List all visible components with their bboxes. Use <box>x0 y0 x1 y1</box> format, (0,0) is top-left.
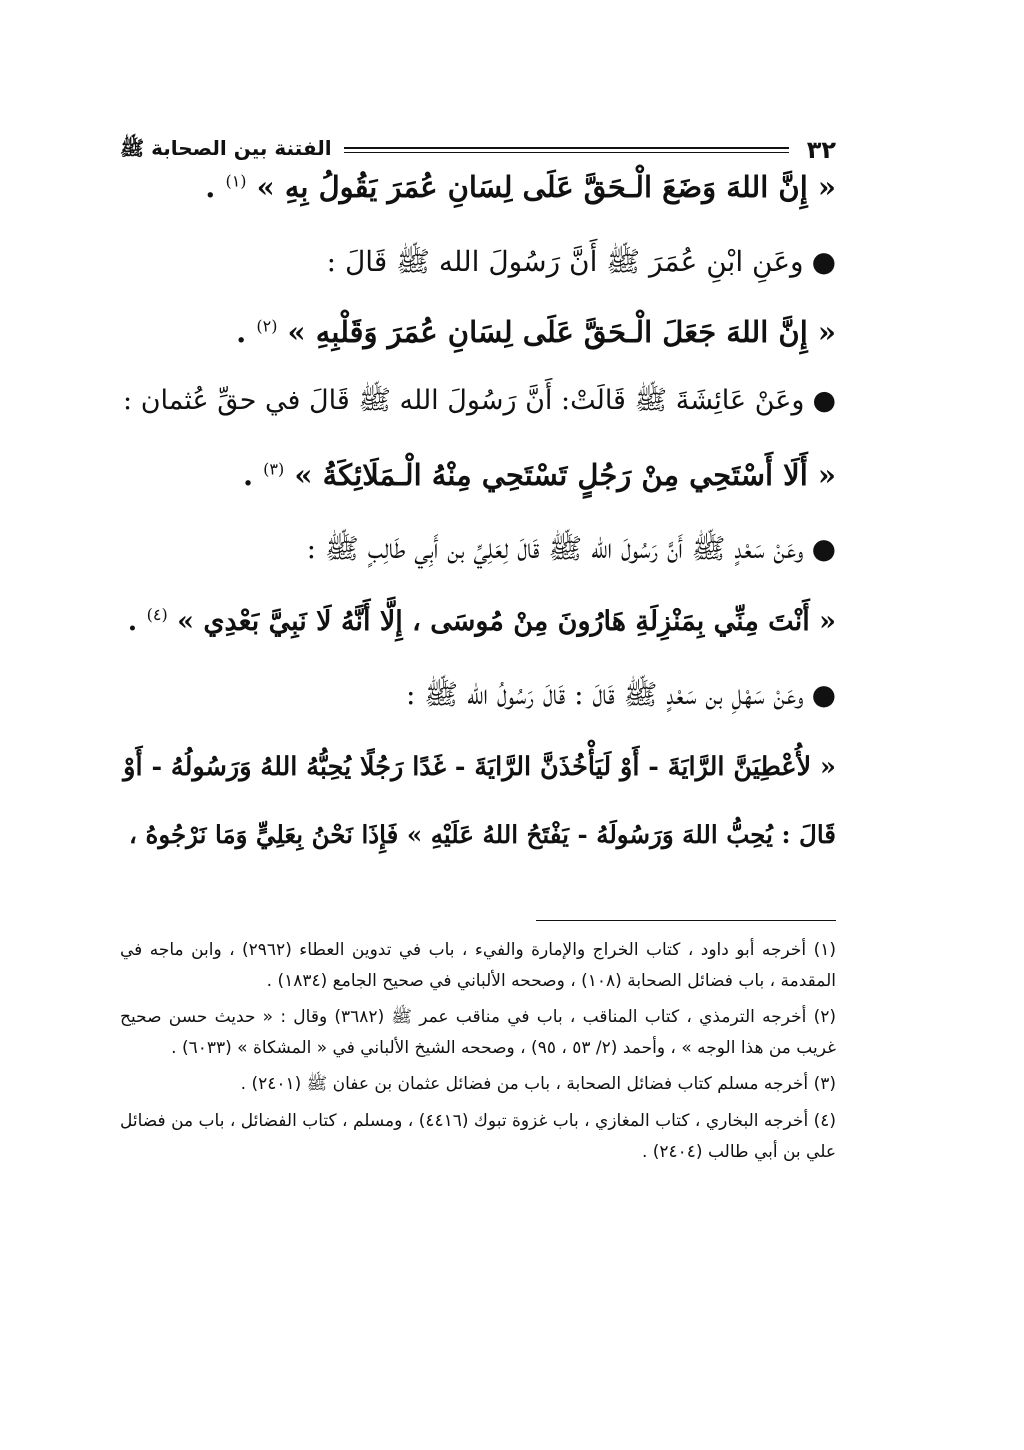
narration-text: وعَنْ عَائِشَةَ ﷺ قَالَتْ: أَنَّ رَسُولَ الله ﷺ قَالَ في حقِّ عُثمان : <box>123 385 805 416</box>
narration-text: وعَنِ ابْنِ عُمَرَ ﷺ أَنَّ رَسُولَ الله ﷺ قَالَ : <box>326 245 804 278</box>
bullet-icon: ● <box>811 532 836 565</box>
line-end: . <box>242 458 264 492</box>
hadith-line <box>129 820 836 849</box>
narration-line <box>327 245 836 279</box>
hadith-text: « أَنْتَ مِنِّي بِمَنْزِلَةِ هَارُونَ مِنْ مُوسَى ، إِلَّا أَنَّهُ لَا نَبِيَّ بَعْدِي » <box>167 606 836 637</box>
narration-line <box>406 678 836 712</box>
footnote-ref: (١) <box>225 171 247 191</box>
line-end: . <box>236 315 257 349</box>
running-header <box>120 130 836 170</box>
footnote-text: أخرجه الترمذي ، كتاب المناقب ، باب في مناقب عمر ﷺ (٣٦٨٢) وقال : « حديث حسن صحيح غريب من هذا الوجه » ، وأحمد (٢/ ٥٣ ، ٩٥) ، وصححه الشيخ الألباني في « المشكاة » (٦٠٣٣) . <box>120 1007 836 1058</box>
header-rule <box>344 147 789 153</box>
bullet-icon: ● <box>811 245 836 278</box>
footnote-ref: (٣) <box>263 459 285 479</box>
hadith-text: « إِنَّ اللهَ جَعَلَ الْـحَقَّ عَلَى لِسَانِ عُمَرَ وَقَلْبِهِ » <box>277 315 836 349</box>
footnote-label: (١) <box>813 940 837 960</box>
footnote-text: أخرجه أبو داود ، كتاب الخراج والإمارة والفيء ، باب في تدوين العطاء (٢٩٦٢) ، وابن ماجه في المقدمة ، باب فضائل الصحابة (١٠٨) ، وصححه الألباني في صحيح الجامع (١٨٣٤) . <box>120 940 836 991</box>
bullet-icon: ● <box>812 385 836 416</box>
footnote-text: أخرجه البخاري ، كتاب المغازي ، باب غزوة تبوك (٤٤١٦) ، ومسلم ، كتاب الفضائل ، باب من فضائل علي بن أبي طالب (٢٤٠٤) . <box>120 1110 836 1162</box>
footnote-label: (٣) <box>813 1074 836 1095</box>
footnote-ref: (٤) <box>146 605 168 624</box>
narration-text: وعَنْ سَعْدٍ ﷺ أَنَّ رَسُولَ الله ﷺ قَالَ لِعَلِيِّ بن أَبِي طَالِبٍ ﷺ : <box>306 532 804 565</box>
footnote <box>120 1002 836 1063</box>
footnote-ref: (٢) <box>256 316 278 336</box>
footnotes <box>120 935 836 1173</box>
book-page <box>120 120 836 1300</box>
footnote <box>120 1106 836 1167</box>
footnote <box>120 1069 836 1100</box>
footnote <box>120 935 836 996</box>
running-title: الفتنة بين الصحابة ﷺ <box>120 135 332 160</box>
footnote-separator <box>536 920 836 921</box>
hadith-line <box>123 752 836 783</box>
hadith-text: « إِنَّ اللهَ وَضَعَ الْـحَقَّ عَلَى لِسَانِ عُمَرَ يَقُولُ بِهِ » <box>246 170 836 204</box>
bullet-icon: ● <box>811 678 836 711</box>
hadith-text: قَالَ : يُحِبُّ اللهَ وَرَسُولَهُ - يَفْتَحُ اللهُ عَلَيْهِ » فَإِذَا نَحْنُ بِعَلِيٍّ وَمَا نَرْجُوهُ ، <box>129 820 836 849</box>
page-number: ٣٢ <box>806 136 836 164</box>
footnote-label: (٤) <box>813 1110 837 1131</box>
line-end: . <box>205 170 226 204</box>
narration-line <box>123 385 836 417</box>
footnote-text: أخرجه مسلم كتاب فضائل الصحابة ، باب من فضائل عثمان بن عفان ﷺ (٢٤٠١) . <box>240 1074 809 1095</box>
line-end: . <box>127 606 147 637</box>
hadith-text: « أَلَا أَسْتَحِي مِنْ رَجُلٍ تَسْتَحِي مِنْهُ الْـمَلَائِكَةُ » <box>284 458 836 492</box>
narration-text: وعَنْ سَهْلِ بن سَعْدٍ ﷺ قَالَ : قَالَ رَسُولُ الله ﷺ : <box>405 678 804 711</box>
hadith-line <box>236 315 836 350</box>
footnote-label: (٢) <box>813 1007 837 1028</box>
hadith-line <box>205 170 836 205</box>
hadith-line <box>128 605 836 638</box>
hadith-line <box>243 458 836 493</box>
hadith-text: « لأُعْطِيَنَّ الرَّايَةَ - أَوْ لَيَأْخُذَنَّ الرَّايَةَ - غَدًا رَجُلًا يُحِبُّهُ اللهُ وَرَسُولُهُ - أَوْ <box>123 752 836 782</box>
narration-line <box>307 532 836 566</box>
